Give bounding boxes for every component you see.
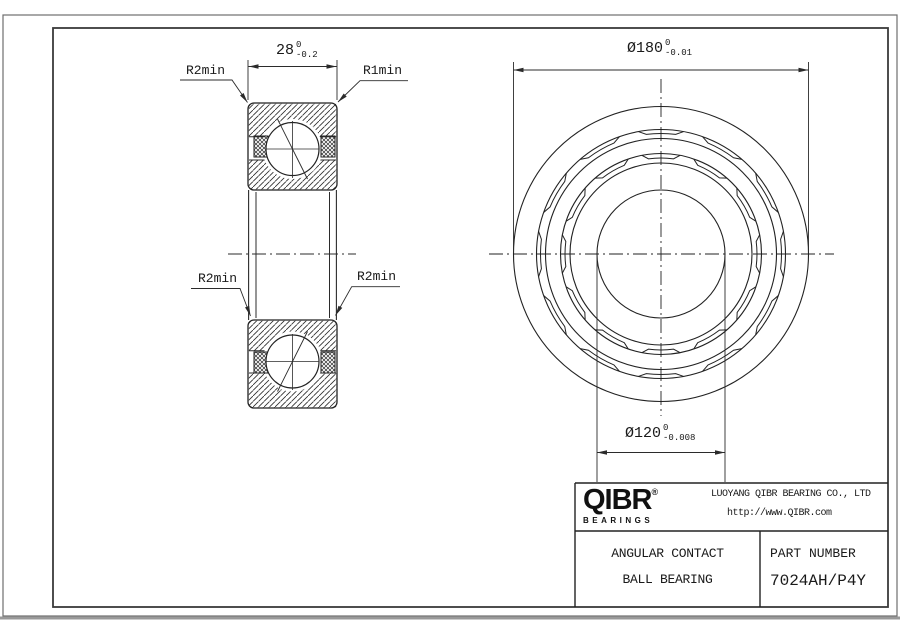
- part-number-label: PART NUMBER: [770, 546, 856, 561]
- leader-mid-right: [336, 287, 401, 316]
- dimension-od: [627, 39, 692, 59]
- registered-mark: ®: [651, 487, 659, 497]
- dimension-width-value: 28: [276, 42, 295, 60]
- leader-top-right: [338, 81, 408, 102]
- cage-pocket: [694, 159, 727, 178]
- part-number-value: 7024AH/P4Y: [770, 572, 867, 590]
- dimension-od-tolerance: 0 -0.01: [665, 38, 693, 58]
- outer-border: [3, 15, 897, 616]
- qibr-logo: [583, 486, 658, 525]
- cage-pocket: [737, 188, 756, 221]
- leader-top-left: [180, 80, 248, 103]
- qibr-logo-text: QIBR: [583, 484, 652, 516]
- dimension-od-value: Ø180: [627, 40, 664, 58]
- cage-pocket: [595, 330, 628, 349]
- product-name-line2: BALL BEARING: [622, 572, 713, 587]
- qibr-logo-subtitle: BEARINGS: [583, 516, 654, 525]
- cage-pocket: [566, 287, 585, 320]
- product-name-line1: ANGULAR CONTACT: [611, 546, 724, 561]
- cage-pocket: [737, 287, 756, 320]
- cage-pocket: [694, 330, 727, 349]
- section-view: [228, 103, 356, 408]
- front-view: [489, 79, 834, 416]
- inner-frame: [53, 28, 888, 607]
- cage-section-right: [321, 136, 335, 157]
- callout-r2min-mid-left: R2min: [198, 271, 238, 286]
- sheet-borders: [0, 15, 900, 618]
- dimension-bore: [625, 424, 695, 444]
- company-website: http://www.QIBR.com: [727, 508, 832, 519]
- company-name: LUOYANG QIBR BEARING CO., LTD: [711, 489, 871, 500]
- callout-r2min-mid-right: R2min: [357, 269, 397, 284]
- callout-r2min-top-left: R2min: [186, 63, 226, 78]
- cage-pocket: [566, 188, 585, 221]
- callout-r1min-top-right: R1min: [363, 63, 403, 78]
- dimension-bore-value: Ø120: [625, 425, 662, 443]
- dimension-bore-tolerance: 0 -0.008: [663, 423, 696, 443]
- cage-section-right-b: [321, 352, 335, 373]
- cage-pocket: [595, 159, 628, 178]
- leader-mid-left: [191, 289, 251, 317]
- dimension-width-tolerance: 0 -0.2: [296, 40, 318, 60]
- dimension-width: [276, 41, 318, 61]
